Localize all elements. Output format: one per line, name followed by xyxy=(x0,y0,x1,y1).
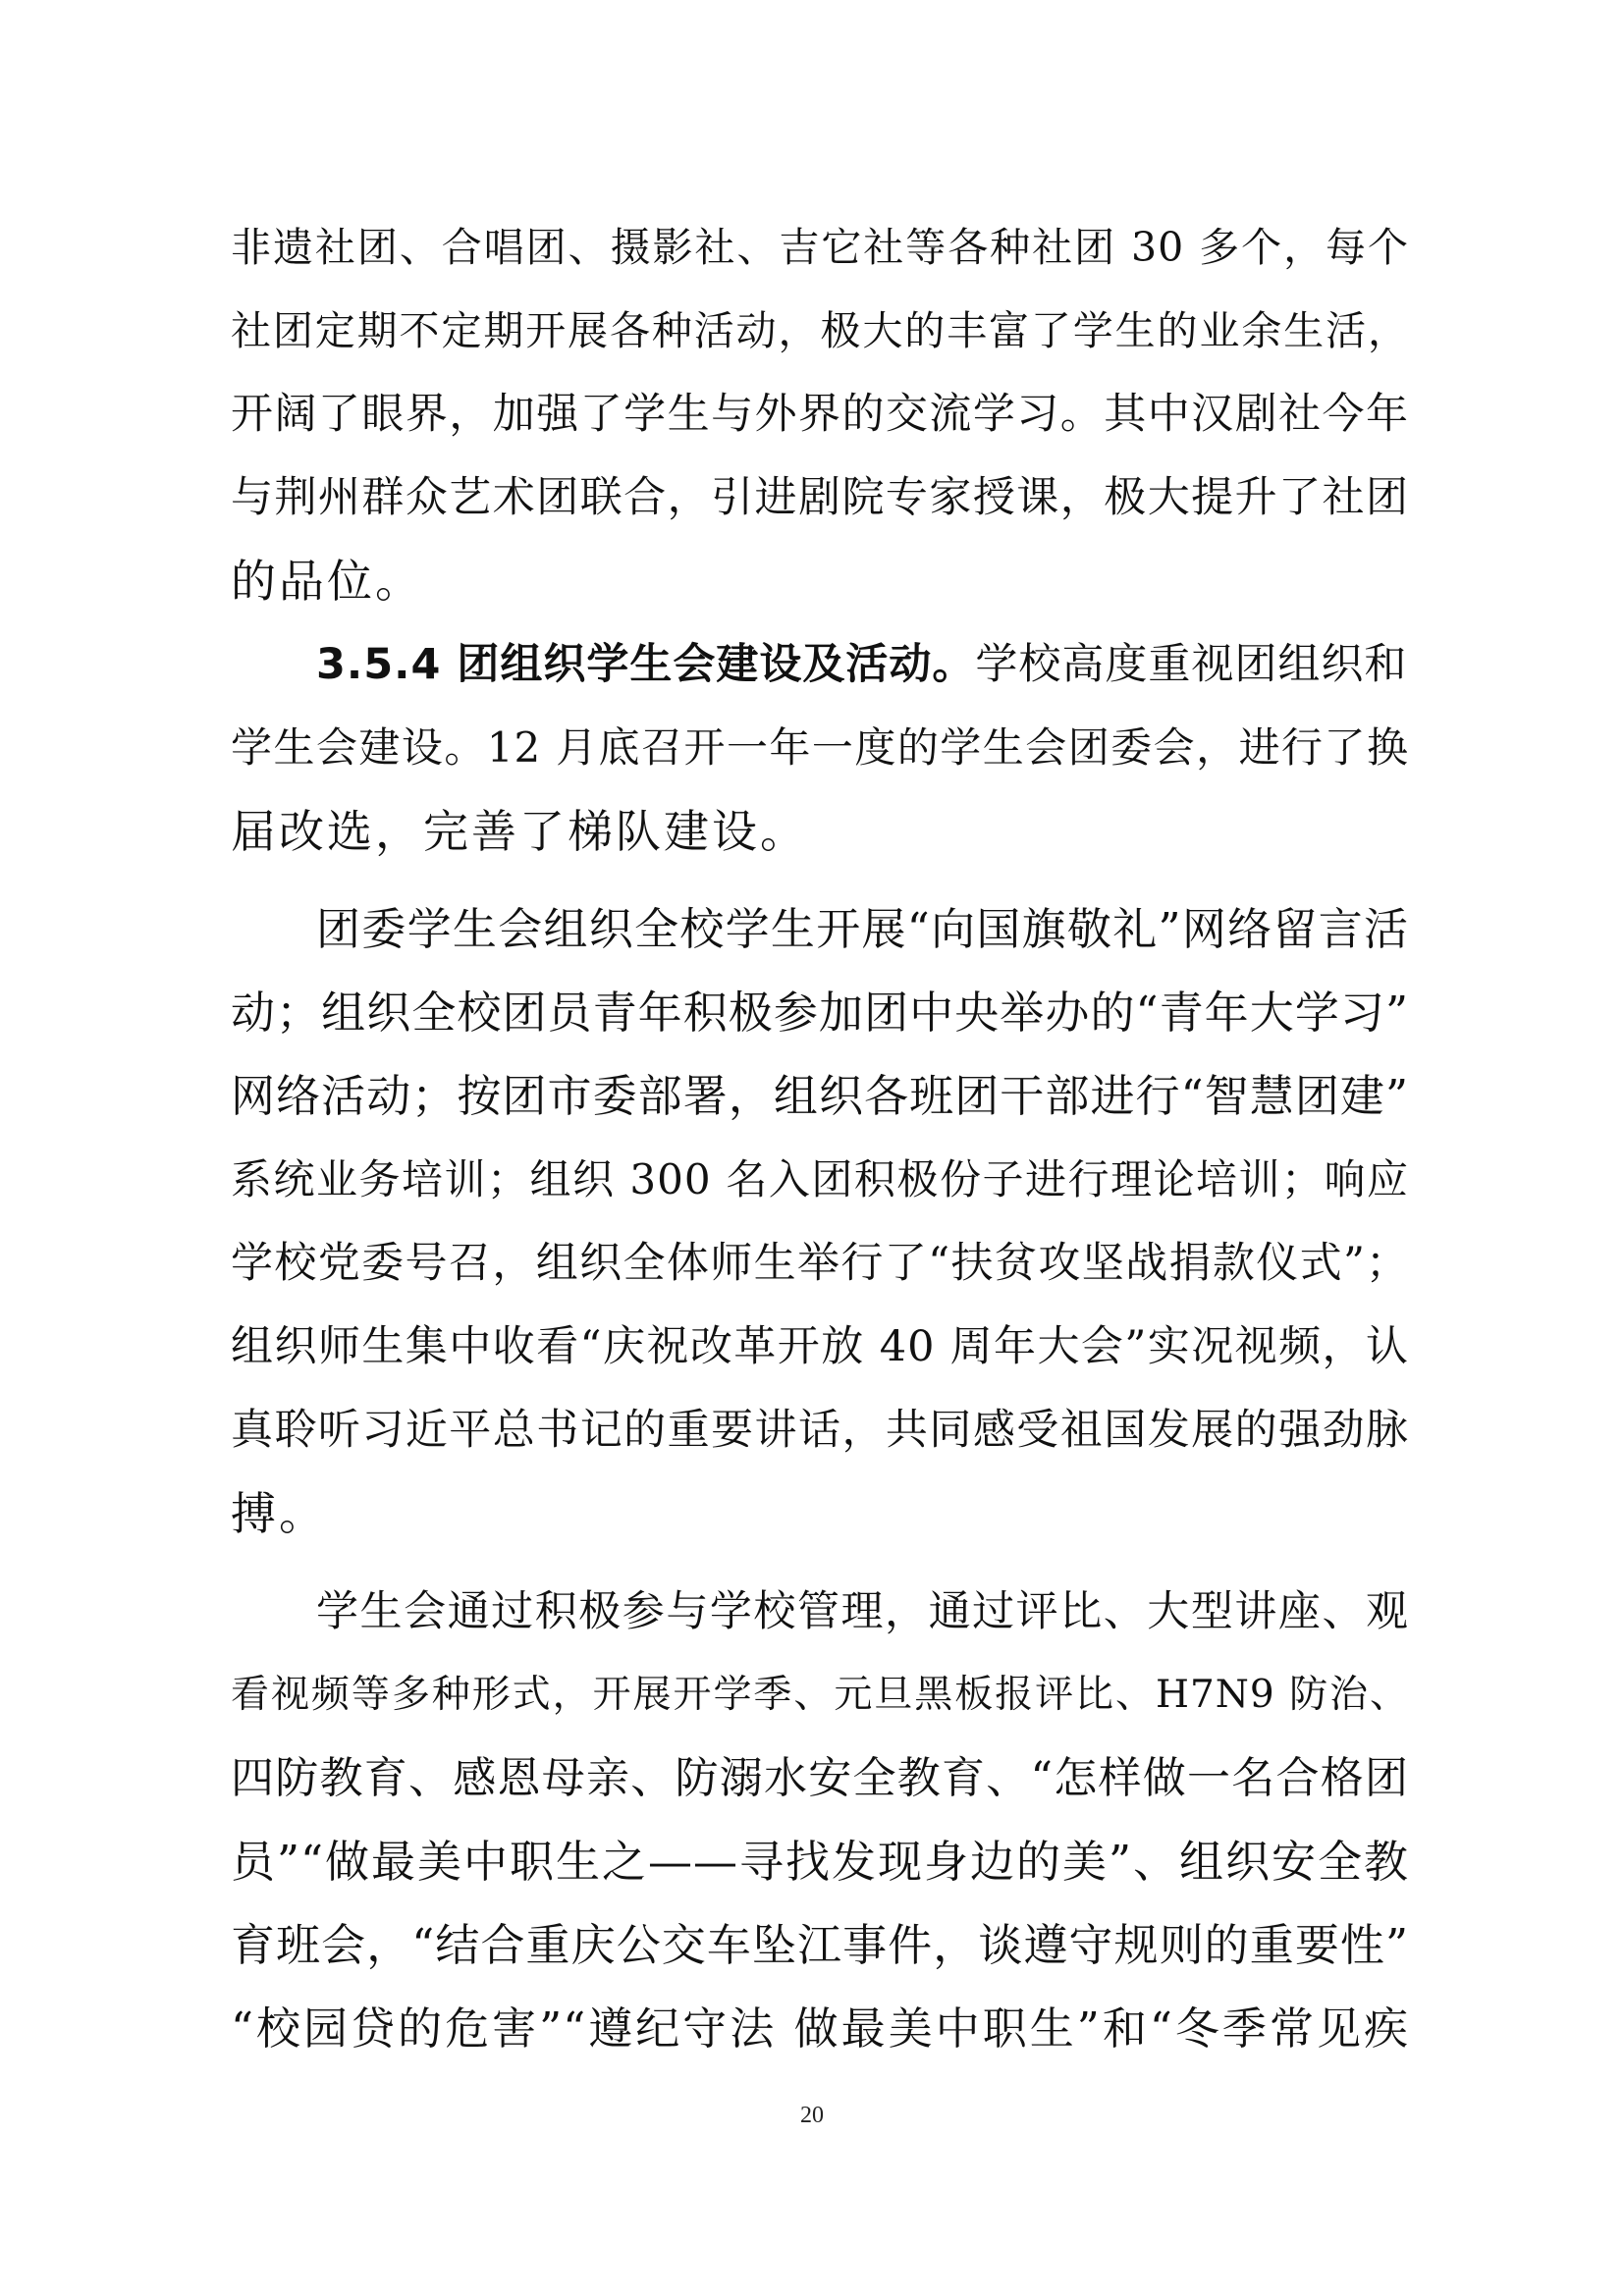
text-line-content: 与荆州群众艺术团联合，引进剧院专家授课，极大提升了社团 xyxy=(231,473,1409,522)
text-line xyxy=(231,1749,1409,1814)
page-number: 20 xyxy=(800,2103,824,2128)
text-line xyxy=(231,1067,1409,1132)
text-line xyxy=(231,1916,1409,1981)
text-line-content: 网络活动；按团市委部署，组织各班团干部进行“智慧团建” xyxy=(231,1070,1409,1122)
text-line xyxy=(231,1666,1409,1731)
text-line xyxy=(231,1833,1409,1897)
text-line-content: 动；组织全校团员青年积极参加团中央举办的“青年大学习” xyxy=(231,987,1409,1039)
section-heading: 3.5.4 团组织学生会建设及活动。 xyxy=(316,640,976,689)
text-line xyxy=(231,984,1409,1048)
text-line xyxy=(231,1484,1409,1549)
text-line xyxy=(231,301,1409,366)
text-line-content: 组织师生集中收看“庆祝改革开放 40 周年大会”实况视频，认 xyxy=(231,1322,1409,1371)
text-line-content: 团委学生会组织全校学生开展“向国旗敬礼”网络留言活 xyxy=(316,903,1409,955)
text-line xyxy=(231,1401,1409,1466)
text-line-content: 届改选，完善了梯队建设。 xyxy=(231,805,808,858)
text-line-content: 开阔了眼界，加强了学生与外界的交流学习。其中汉剧社今年 xyxy=(231,390,1409,439)
text-line xyxy=(316,1582,1409,1647)
text-line-content: 学生会建设。12 月底召开一年一度的学生会团委会，进行了换 xyxy=(231,723,1409,772)
text-line xyxy=(231,552,1409,616)
text-line-content: 搏。 xyxy=(231,1487,327,1540)
section-heading-line xyxy=(316,635,1409,700)
text-line-content: 真聆听习近平总书记的重要讲话，共同感受祖国发展的强劲脉 xyxy=(231,1406,1409,1455)
text-line xyxy=(231,385,1409,450)
text-line xyxy=(231,1234,1409,1299)
text-line-content: 非遗社团、合唱团、摄影社、吉它社等各种社团 30 多个，每个 xyxy=(231,224,1409,271)
text-line xyxy=(231,468,1409,533)
text-line-content: 学校高度重视团组织和 xyxy=(975,640,1408,689)
text-line xyxy=(231,1150,1409,1215)
text-line xyxy=(316,900,1409,965)
text-line-content: 看视频等多种形式，开展开学季、元旦黑板报评比、H7N9 防治、 xyxy=(231,1673,1409,1717)
text-line-content: 学校党委号召，组织全体师生举行了“扶贫攻坚战捐款仪式”； xyxy=(231,1239,1409,1288)
text-line-content: 社团定期不定期开展各种活动，极大的丰富了学生的业余生活， xyxy=(231,307,1409,354)
text-line-content: 的品位。 xyxy=(231,555,423,608)
text-line-content: 学生会通过积极参与学校管理，通过评比、大型讲座、观 xyxy=(316,1587,1409,1636)
text-line-content: 育班会，“结合重庆公交车坠江事件，谈遵守规则的重要性” xyxy=(231,1919,1409,1971)
text-line xyxy=(231,802,1409,867)
text-line xyxy=(231,2000,1409,2064)
text-line xyxy=(231,218,1409,283)
text-line xyxy=(231,719,1409,783)
text-line xyxy=(231,1317,1409,1382)
text-line-content: 四防教育、感恩母亲、防溺水安全教育、“怎样做一名合格团 xyxy=(231,1753,1409,1803)
text-line-content: 系统业务培训；组织 300 名入团积极份子进行理论培训；响应 xyxy=(231,1155,1409,1203)
text-line-content: 员”“做最美中职生之——寻找发现身边的美”、组织安全教 xyxy=(231,1836,1409,1888)
text-line-content: “校园贷的危害”“遵纪守法 做最美中职生”和“冬季常见疾 xyxy=(231,2002,1409,2055)
